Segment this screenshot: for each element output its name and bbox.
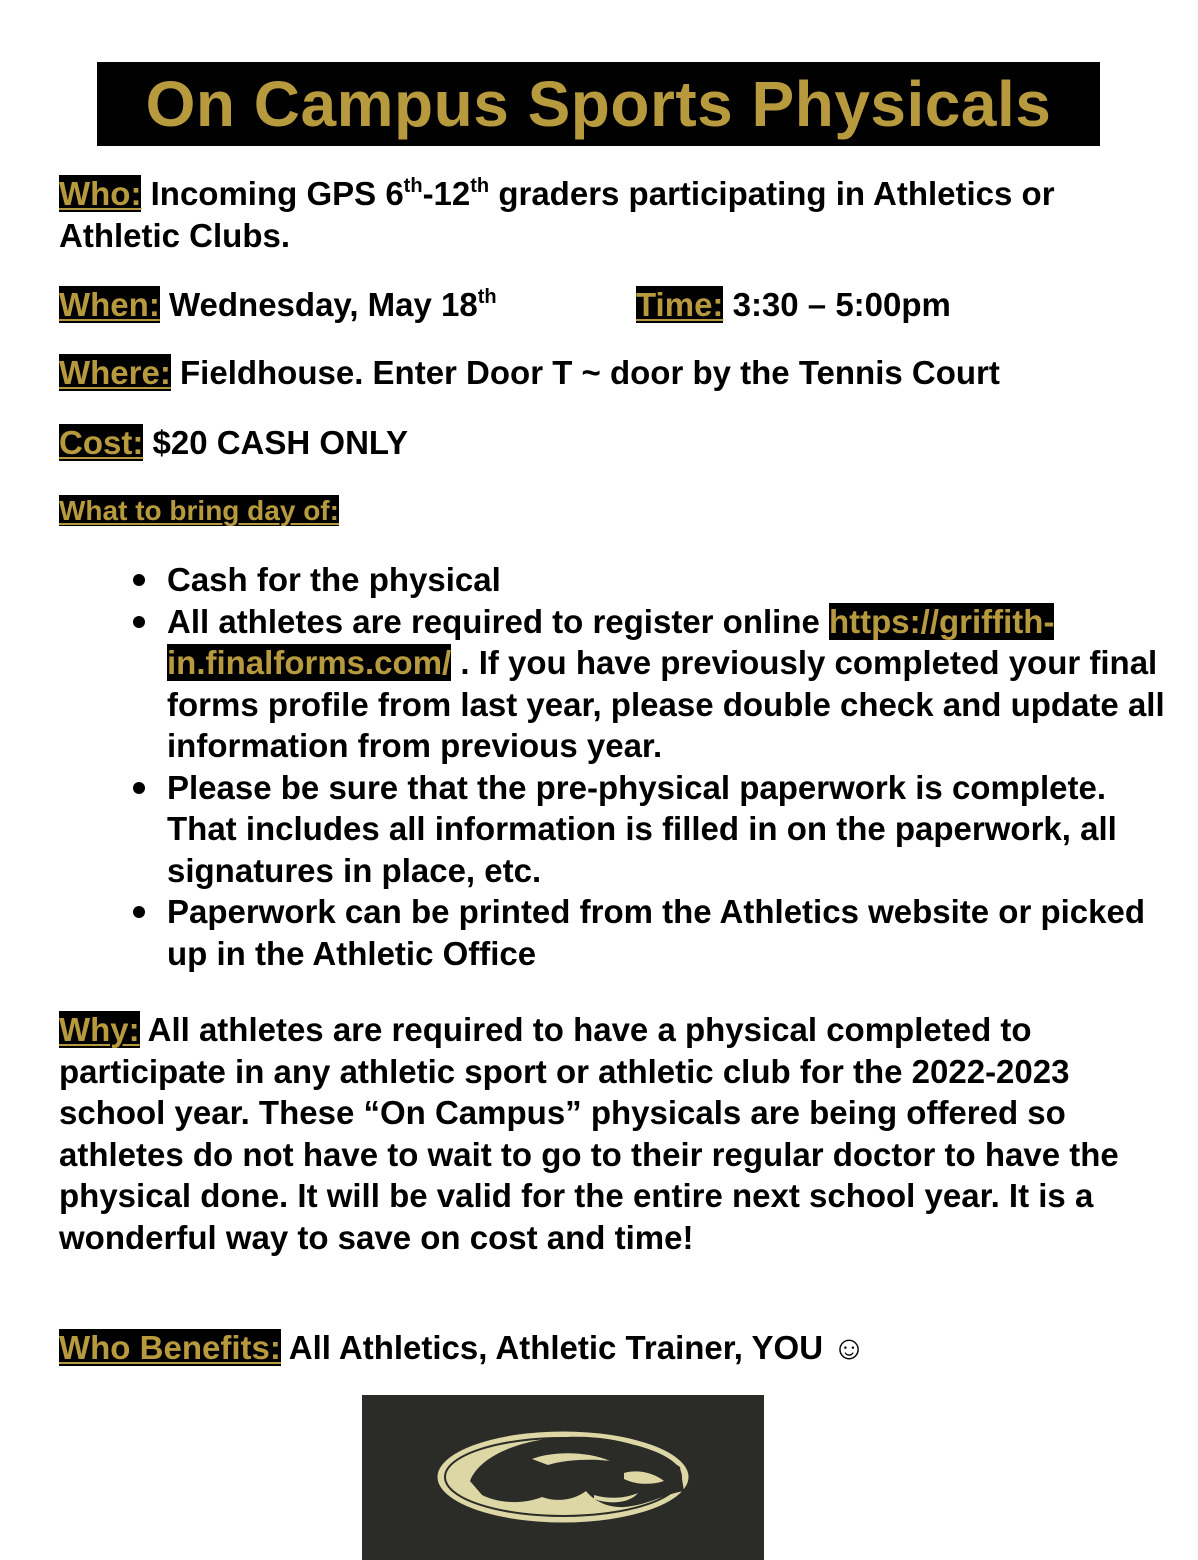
school-logo [362, 1395, 764, 1560]
where-text: Fieldhouse. Enter Door T ~ door by the Tennis Court [180, 354, 1000, 391]
who-text-d: Athletic Clubs. [59, 217, 291, 254]
why-label: Why: [59, 1011, 140, 1048]
bring-list [130, 559, 1170, 974]
benefits-text: All Athletics, Athletic Trainer, YOU ☺ [288, 1329, 866, 1366]
bring-item-2-a: All athletes are required to register online [167, 602, 830, 640]
list-item [130, 601, 1170, 767]
bring-item-1: Cash for the physical [167, 561, 501, 598]
panther-head-logo-icon [362, 1395, 764, 1560]
cost-label: Cost: [59, 424, 144, 461]
bring-item-2-b: . If you have previously completed your final forms profile from last year, please double check and update all information from previous year. [167, 644, 1165, 764]
who-line-1 [59, 173, 1055, 215]
time-text: 3:30 – 5:00pm [732, 286, 951, 323]
why-text: All athletes are required to have a physical completed to participate in any athletic sport or athletic club for the 2022-2023 school year. These “On Campus” physicals are being offered so athletes do not have to wait to go to their regular doctor to have the physical done. It will be valid for the entire next school year. It is a wonderful way to save on cost and time! [59, 1011, 1119, 1256]
when-sup: th [477, 286, 497, 308]
list-item [130, 891, 1170, 974]
why-paragraph [59, 1009, 1159, 1258]
title-banner [97, 62, 1100, 146]
who-sup-b: th [470, 175, 490, 197]
who-text-c: graders participating in Athletics or [489, 175, 1055, 212]
who-sup-a: th [403, 175, 423, 197]
bring-item-4: Paperwork can be printed from the Athletics website or picked up in the Athletic Office [167, 893, 1146, 972]
benefits-label: Who Benefits: [59, 1329, 281, 1366]
time-label: Time: [636, 286, 724, 323]
bring-label: What to bring day of: [59, 495, 339, 526]
who-line-2 [59, 215, 290, 257]
bullet-dot [133, 906, 145, 918]
who-label: Who: [59, 175, 142, 212]
cost-line [59, 422, 408, 464]
where-label: Where: [59, 354, 171, 391]
when-text: Wednesday, May 18 [168, 286, 478, 323]
where-line [59, 352, 1000, 394]
who-text-b: -12 [422, 175, 471, 212]
bring-item-3: Please be sure that the pre-physical paperwork is complete. That includes all information is filled in on the paperwork, all signatures in place, etc. [167, 768, 1117, 889]
benefits-line [59, 1327, 866, 1369]
bullet-dot [133, 616, 145, 628]
bring-heading [59, 490, 339, 532]
who-text-a: Incoming GPS 6 [150, 175, 404, 212]
finalforms-link[interactable]: https://griffith-in.finalforms.com/ [167, 602, 1055, 681]
bullet-dot [133, 574, 145, 586]
bullet-dot [133, 782, 145, 794]
time-line [636, 284, 951, 326]
page-title: On Campus Sports Physicals [145, 68, 1052, 140]
list-item [130, 559, 1170, 601]
cost-text: $20 CASH ONLY [152, 424, 409, 461]
list-item [130, 767, 1170, 892]
when-line [59, 284, 497, 326]
when-label: When: [59, 286, 160, 323]
